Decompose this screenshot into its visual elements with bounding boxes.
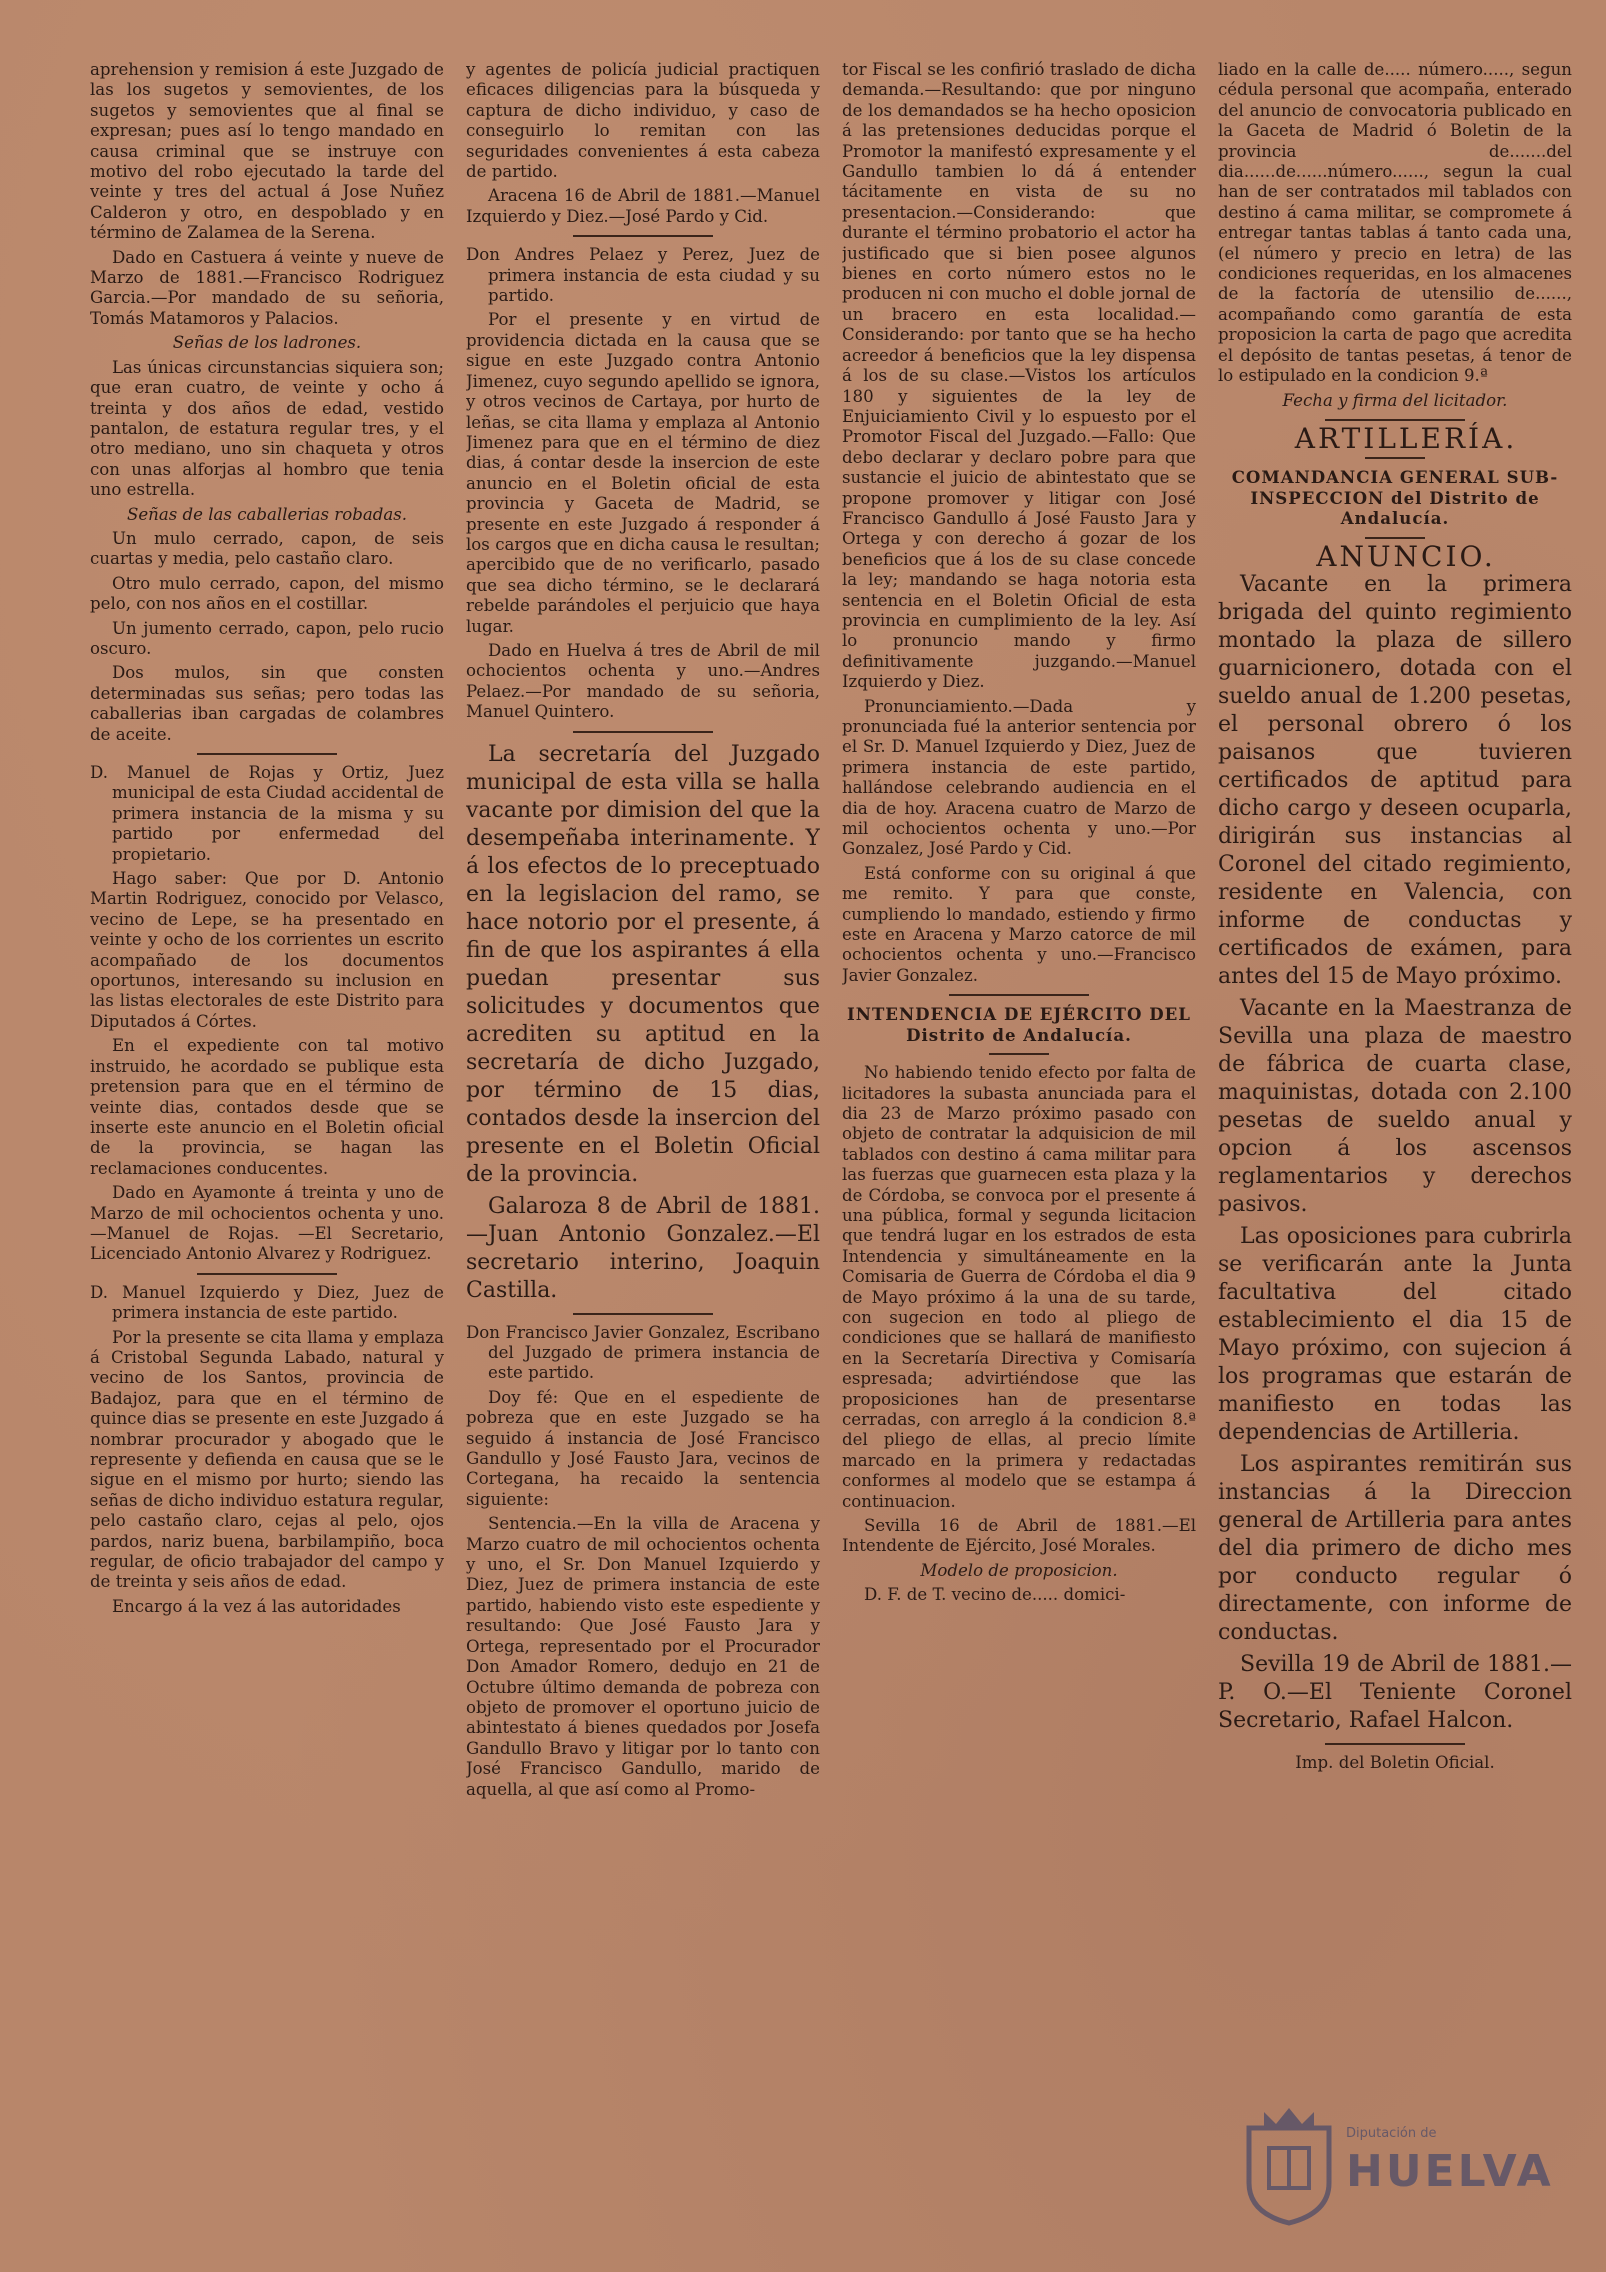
- col4-paragraph: Vacante en la primera brigada del quinto regimiento montado la plaza de sillero guarnicionero, dotada con el sueldo anual de 1.200 pesetas, el personal obrero ó los paisanos que tuvieren certificados de aptitud para dicho cargo y deseen ocuparla, dirigirán sus instancias al Coronel del citado regimiento, residente en Valencia, con informe de conductas y certificados de exámen, para antes del 15 de Mayo próximo.: [1218, 571, 1572, 989]
- col1-paragraph: Por la presente se cita llama y emplaza á Cristobal Segunda Labado, natural y vecino de los Santos, provincia de Badajoz, para que en el término de quince dias se presente en este Juzgado á nombrar procurador y abogado que le represente y defienda en causa que se le sigue en el mismo por hurto; siendo las señas de dicho individuo estatura regular, pelo castaño claro, cejas al pelo, ojos pardos, nariz buena, barbilampiño, boca regular, de oficio trabajador del campo y de treinta y seis años de edad.: [90, 1327, 444, 1592]
- col1-paragraph: Señas de los ladrones.: [172, 333, 362, 353]
- seal-name: HUELVA: [1346, 2146, 1554, 2197]
- col1-paragraph: Las únicas circunstancias siquiera son; que eran cuatro, de veinte y ocho á treinta y dos años de edad, vestido pantalon, de estatura regular tres, y el otro mediano, uno sin chaqueta y otros con unas alforjas al hombro que tenia uno estrella.: [90, 357, 444, 500]
- col4-paragraph: Fecha y firma del licitador.: [1282, 390, 1508, 410]
- col2-paragraph: y agentes de policía judicial practiquen eficaces diligencias para la búsqueda y captura de dicho individuo, y caso de conseguirlo lo remitan con las seguridades convenientes á esta cabeza de partido.: [466, 60, 820, 182]
- col3-paragraph: No habiendo tenido efecto por falta de licitadores la subasta anunciada para el dia 23 de Marzo próximo pasado con objeto de contratar la adquisicion de mil tablados con destino á cama militar para las fuerzas que guarnecen esta plaza y la de Córdoba, se convoca por el presente á una pública, formal y segunda licitacion que tendrá lugar en los estrados de esta Intendencia y simultáneamente en la Comisaria de Guerra de Córdoba el dia 9 de Mayo próximo á la una de su tarde, con sugecion en todo al pliego de condiciones que se hallará de manifiesto en la Secretaría Directiva y Comisaría espresada; advirtiéndose que las proposiciones han de presentarse cerradas, con arreglo á la condicion 8.ª del pliego de ellas, al precio límite marcado en la primera y redactadas conformes al modelo que se estampa á continuacion.: [842, 1063, 1196, 1511]
- col2-paragraph: Por el presente y en virtud de providencia dictada en la causa que se sigue en este Juzgado contra Antonio Jimenez, cuyo segundo apellido se ignora, y otros vecinos de Cartaya, por hurto de leñas, se cita llama y emplaza al Antonio Jimenez para que en el término de diez dias, á contar desde la insercion de este anuncio en el Boletin oficial de esta provincia y Gaceta de Madrid, se presente en este Juzgado á responder á los cargos que en dicha causa le resultan; apercibido que de no verificarlo, pasado que sea dicho término, se le declarará rebelde parándoles el perjuicio que haya lugar.: [466, 310, 820, 636]
- column-1: [90, 60, 444, 2230]
- separator-rule: [989, 1053, 1049, 1055]
- separator-rule: [1365, 537, 1425, 539]
- col3-paragraph: Modelo de proposicion.: [920, 1560, 1118, 1580]
- col4-paragraph: Los aspirantes remitirán sus instancias á la Direccion general de Artilleria para antes del dia primero de dicho mes por conducto regular ó directamente, con informe de conductas.: [1218, 1451, 1572, 1645]
- col2-paragraph: Doy fé: Que en el espediente de pobreza que en este Juzgado se ha seguido á instancia de José Francisco Gandullo y José Fausto Jara, vecinos de Cortegana, ha recaido la sentencia siguiente:: [466, 1387, 820, 1509]
- col2-paragraph: La secretaría del Juzgado municipal de esta villa se halla vacante por dimision del que la desempeñaba interinamente. Y á los efectos de lo preceptuado en la legislacion del ramo, se hace notorio por el presente, á fin de que los aspirantes á ella puedan presentar sus solicitudes y documentos que acrediten su aptitud en la secretaría de dicho Juzgado, por término de 15 dias, contados desde la insercion del presente en el Boletin Oficial de la provincia.: [466, 741, 820, 1187]
- col4-paragraph: Imp. del Boletin Oficial.: [1295, 1752, 1495, 1772]
- col1-paragraph: Encargo á la vez á las autoridades: [112, 1596, 401, 1616]
- col1-paragraph: Un jumento cerrado, capon, pelo rucio oscuro.: [90, 618, 444, 658]
- col1-paragraph: D. Manuel de Rojas y Ortiz, Juez municipal de esta Ciudad accidental de primera instancia de la misma y su partido por enfermedad del propietario.: [90, 763, 444, 864]
- column-2: [466, 60, 820, 2230]
- separator-rule: [1325, 419, 1465, 421]
- col4-paragraph: Sevilla 19 de Abril de 1881.—P. O.—El Teniente Coronel Secretario, Rafael Halcon.: [1218, 1651, 1572, 1733]
- col4-paragraph: ARTILLERÍA.: [1294, 421, 1518, 455]
- col4-paragraph: Las oposiciones para cubrirla se verificarán ante la Junta facultativa del citado establecimiento el dia 15 de Mayo próximo, con sujecion á los programas que estarán de manifiesto en todas las dependencias de Artilleria.: [1218, 1223, 1572, 1445]
- separator-rule: [1325, 1743, 1465, 1745]
- col3-paragraph: Está conforme con su original á que me remito. Y para que conste, cumpliendo lo mandado, estiendo y firmo este en Aracena y Marzo catorce de mil ochocientos ochenta y uno.—Francisco Javier Gonzalez.: [842, 863, 1196, 985]
- col2-paragraph: Galaroza 8 de Abril de 1881.—Juan Antonio Gonzalez.—El secretario interino, Joaquin Castilla.: [466, 1193, 820, 1303]
- separator-rule: [949, 994, 1089, 996]
- col1-paragraph: En el expediente con tal motivo instruido, he acordado se publique esta pretension para que en el término de veinte dias, contados desde que se inserte este anuncio en el Boletin oficial de la provincia, se hagan las reclamaciones conducentes.: [90, 1036, 444, 1178]
- col3-paragraph: Sevilla 16 de Abril de 1881.—El Intendente de Ejército, José Morales.: [842, 1516, 1196, 1556]
- col1-paragraph: Dos mulos, sin que consten determinadas sus señas; pero todas las caballerias iban cargadas de colambres de aceite.: [90, 663, 444, 744]
- col1-paragraph: Otro mulo cerrado, capon, del mismo pelo, con nos años en el costillar.: [90, 573, 444, 614]
- coat-of-arms-icon: [1234, 2098, 1344, 2228]
- col3-paragraph: Pronunciamiento.—Dada y pronunciada fué la anterior sentencia por el Sr. D. Manuel Izquierdo y Diez, Juez de primera instancia de este partido, hallándose celebrando audiencia en el dia de hoy. Aracena cuatro de Marzo de mil ochocientos ochenta y uno.—Por Gonzalez, José Pardo y Cid.: [842, 696, 1196, 859]
- col1-paragraph: Hago saber: Que por D. Antonio Martin Rodriguez, conocido por Velasco, vecino de Lepe, se ha presentado en veinte y ocho de los corrientes un escrito acompañado de los documentos oportunos, interesando su inclusion en las listas electorales de este Distrito para Diputados á Córtes.: [90, 869, 444, 1031]
- separator-rule: [573, 1313, 713, 1315]
- col2-paragraph: Sentencia.—En la villa de Aracena y Marzo cuatro de mil ochocientos ochenta y uno, el Sr. Don Manuel Izquierdo y Diez, Juez de primera instancia de este partido, habiendo visto este espediente y resultando: Que José Fausto Jara y Ortega, representado por el Procurador Don Amador Romero, dedujo en 21 de Octubre último demanda de pobreza con objeto de promover el oportuno juicio de abintestato á bienes quedados por Josefa Gandullo Bravo y litigar por lo tanto con José Francisco Gandullo, marido de aquella, al que así como al Promo-: [466, 1514, 820, 1799]
- col4-paragraph: liado en la calle de..... número....., segun cédula personal que acompaña, enterado del anuncio de convocatoria publicado en la Gaceta de Madrid ó Boletin de la provincia de.......del dia......de......número......, segun la cual han de ser contratados mil tablados con destino á cama militar, se compromete á entregar tantas tablas á tanto cada una, (el número y precio en letra) de las condiciones requeridas, en los almacenes de la factoría de utensilio de......, acompañando como garantía de esta proposicion la carta de pago que acredita el depósito de tantas pesetas, á tenor de lo estipulado en la condicion 9.ª: [1218, 60, 1572, 386]
- column-4: [1218, 60, 1572, 2230]
- seal-subtitle: Diputación de: [1346, 2126, 1437, 2141]
- col1-paragraph: Dado en Ayamonte á treinta y uno de Marzo de mil ochocientos ochenta y uno.—Manuel de Rojas. —El Secretario, Licenciado Antonio Alvarez y Rodriguez.: [90, 1183, 444, 1264]
- separator-rule: [573, 731, 713, 733]
- col4-paragraph: Vacante en la Maestranza de Sevilla una plaza de maestro de fábrica de cuarta clase, maquinistas, dotada con 2.100 pesetas de sueldo anual y opcion á los ascensos reglamentarios y derechos pasivos.: [1218, 995, 1572, 1217]
- col2-paragraph: Aracena 16 de Abril de 1881.—Manuel Izquierdo y Diez.—José Pardo y Cid.: [466, 186, 820, 226]
- col2-paragraph: Don Francisco Javier Gonzalez, Escribano del Juzgado de primera instancia de este partido.: [466, 1322, 820, 1383]
- separator-rule: [573, 235, 713, 237]
- col4-paragraph: ANUNCIO.: [1316, 539, 1496, 573]
- col4-paragraph: COMANDANCIA GENERAL SUB-INSPECCION del Distrito de Andalucía.: [1231, 467, 1559, 529]
- separator-rule: [197, 1273, 337, 1275]
- separator-rule: [197, 753, 337, 755]
- col3-paragraph: INTENDENCIA DE EJÉRCITO DEL Distrito de Andalucía.: [847, 1004, 1191, 1045]
- columns: [90, 60, 1572, 2230]
- col1-paragraph: aprehension y remision á este Juzgado de las los sugetos y semovientes, de los sugetos y semovientes que al final se expresan; pues así lo tengo mandado en causa criminal que se instruye con motivo del robo ejecutado la tarde del veinte y tres del actual á Jose Nuñez Calderon y otro, en despoblado y en término de Zalamea de la Serena.: [90, 60, 444, 243]
- col1-paragraph: Señas de las caballerias robadas.: [126, 504, 408, 524]
- col1-paragraph: Un mulo cerrado, capon, de seis cuartas y media, pelo castaño claro.: [90, 528, 444, 569]
- col1-paragraph: Dado en Castuera á veinte y nueve de Marzo de 1881.—Francisco Rodriguez Garcia.—Por mandado de su señoria, Tomás Matamoros y Palacios.: [90, 247, 444, 328]
- col2-paragraph: Dado en Huelva á tres de Abril de mil ochocientos ochenta y uno.—Andres Pelaez.—Por mandado de su señoria, Manuel Quintero.: [466, 640, 820, 722]
- col1-paragraph: D. Manuel Izquierdo y Diez, Juez de primera instancia de este partido.: [90, 1282, 444, 1323]
- col3-paragraph: tor Fiscal se les confirió traslado de dicha demanda.—Resultando: que por ninguno de los demandados se ha hecho oposicion á las pretensiones deducidas porque el Promotor la manifestó expresamente y el Gandullo tambien lo dá á entender tácitamente en vista de su no presentacion.—Considerando: que durante el término probatorio el actor ha justificado que si bien posee algunos bienes en corto número estos no le producen ni con mucho el doble jornal de un bracero en esta localidad.—Considerando: por tanto que se ha hecho acreedor á beneficios que la ley dispensa á los de su clase.—Vistos los artículos 180 y siguientes de la ley de Enjuiciamiento Civil y lo espuesto por el Promotor Fiscal del Juzgado.—Fallo: Que debo declarar y declaro pobre para que sustancie el juicio de abintestato que se propone promover y litigar con José Francisco Gandullo á José Fausto Jara y Ortega y con derecho á gozar de los beneficios que á los de su clase concede la ley; mandando se haga notoria esta sentencia en el Boletin Oficial de esta provincia en cumplimiento de la ley. Así lo pronuncio mando y firmo definitivamente juzgando.—Manuel Izquierdo y Diez.: [842, 60, 1196, 692]
- col2-paragraph: Don Andres Pelaez y Perez, Juez de primera instancia de esta ciudad y su partido.: [466, 245, 820, 306]
- separator-rule: [1365, 457, 1425, 459]
- huelva-seal-watermark: [1234, 2098, 1554, 2238]
- col3-paragraph: D. F. de T. vecino de..... domici-: [864, 1585, 1126, 1605]
- column-3: [842, 60, 1196, 2230]
